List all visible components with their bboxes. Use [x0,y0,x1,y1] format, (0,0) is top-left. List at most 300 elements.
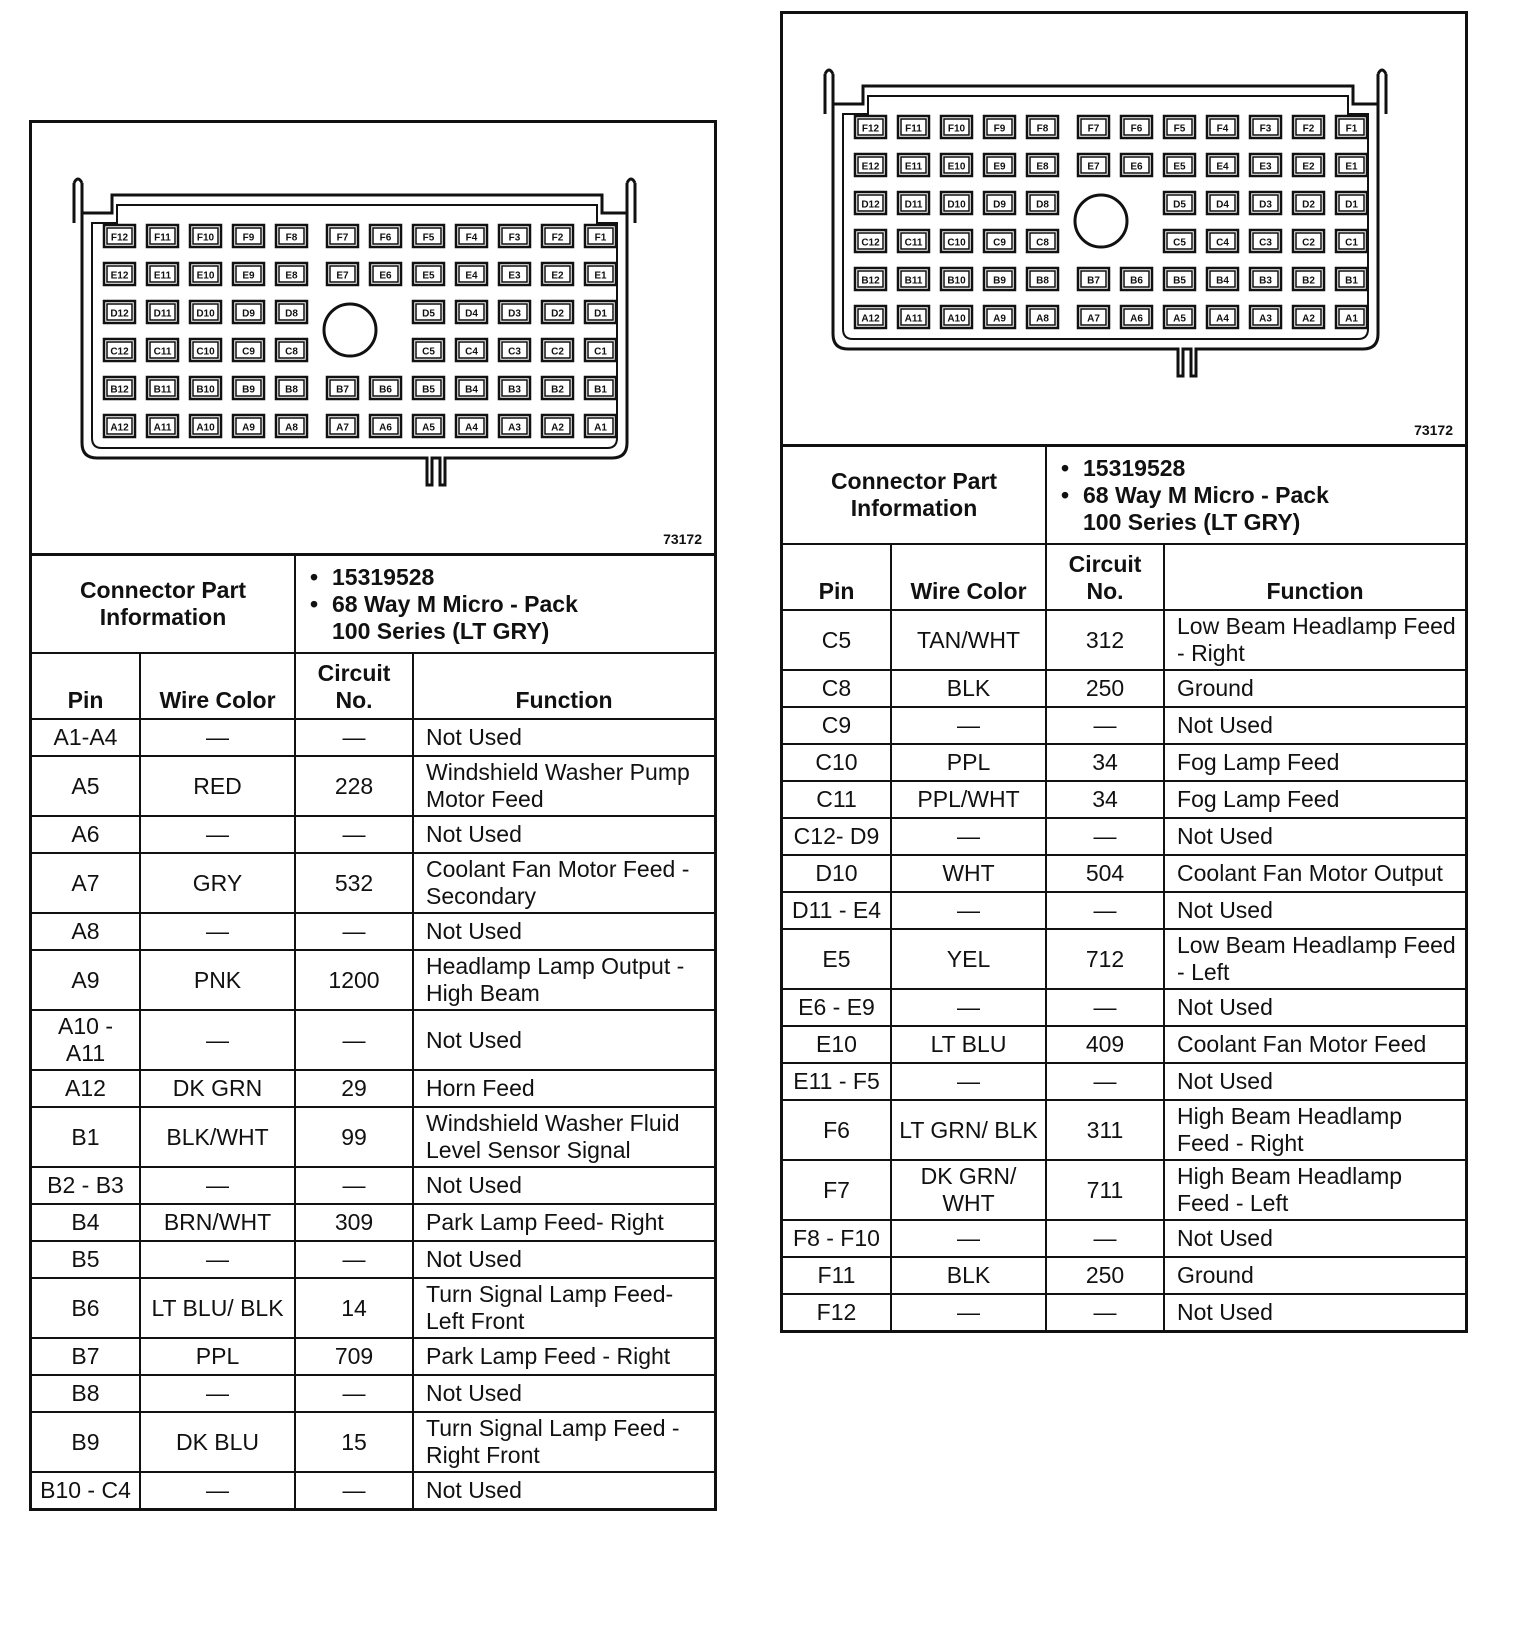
pin-label: E12 [110,270,129,282]
function-cell: Turn Signal Lamp Feed-Left Front [413,1278,714,1338]
table-row [32,1241,714,1278]
pin-label: A1 [594,422,607,434]
pin-cell: A7 [32,853,140,913]
pin-cavity [1164,154,1195,176]
connector-info-table [783,447,1465,1330]
pin-cell: C5 [783,610,891,670]
pin-label: F9 [242,232,255,244]
pin-cavity [984,192,1015,214]
wire-color-cell: PNK [140,950,295,1010]
pin-label: D2 [1302,199,1315,211]
table-row [783,744,1465,781]
pin-label: D4 [465,308,478,320]
pin-label: C9 [242,346,255,358]
wire-color-cell: — [140,1472,295,1508]
pin-label: E7 [336,270,349,282]
circuit-cell: 312 [1046,610,1164,670]
circuit-cell: 34 [1046,781,1164,818]
function-cell: Coolant Fan Motor Output [1164,855,1465,892]
pin-label: F1 [594,232,607,244]
pin-cell: C11 [783,781,891,818]
pin-label: E2 [1302,161,1315,173]
pin-cavity [190,415,221,437]
wire-color-cell: LT BLU [891,1026,1046,1063]
wire-color-cell: WHT [891,855,1046,892]
circuit-cell: 1200 [295,950,413,1010]
pin-cavity [413,415,444,437]
pin-cell: E11 - F5 [783,1063,891,1100]
circuit-cell: 711 [1046,1160,1164,1220]
pin-label: B11 [153,384,172,396]
pin-label: E4 [1216,161,1229,173]
pin-cavity [542,339,573,361]
circuit-cell: — [1046,989,1164,1026]
pin-label: F12 [110,232,129,244]
table-row [32,1278,714,1338]
pin-cavity [276,301,307,323]
pin-cavity [898,268,929,290]
circuit-cell: 34 [1046,744,1164,781]
pin-cell: B1 [32,1107,140,1167]
pin-cavity [1207,268,1238,290]
pin-cavity [327,225,358,247]
pin-cavity [1027,268,1058,290]
pin-cavity [585,415,616,437]
pin-label: B8 [1036,275,1049,287]
wire-color-cell: DK GRN/ WHT [891,1160,1046,1220]
pin-label: A1 [1345,313,1358,325]
pin-cavity [1078,306,1109,328]
pin-label: D8 [285,308,298,320]
pin-cell: B2 - B3 [32,1167,140,1204]
connector-face-drawing [783,14,1465,444]
pin-cavity [233,225,264,247]
table-row [783,1257,1465,1294]
function-cell: Not Used [413,1375,714,1412]
pin-cavity [542,377,573,399]
pin-cavity [1250,154,1281,176]
table-row [783,1160,1465,1220]
pin-cavity [1293,268,1324,290]
pin-cavity [147,263,178,285]
pin-cell: C10 [783,744,891,781]
figure-number: 73172 [663,531,702,547]
function-cell: Park Lamp Feed - Right [413,1338,714,1375]
pin-cell: C12- D9 [783,818,891,855]
wire-color-cell: DK BLU [140,1412,295,1472]
pin-label: C12 [861,237,880,249]
pin-label: B4 [1216,275,1229,287]
circuit-cell: — [1046,1063,1164,1100]
pin-label: D9 [993,199,1006,211]
pin-cavity [370,415,401,437]
pin-label: E11 [904,161,923,173]
pin-cavity [1027,116,1058,138]
pin-cavity [984,306,1015,328]
pin-cavity [190,377,221,399]
function-cell: Not Used [413,1167,714,1204]
table-header-row [32,653,714,719]
pin-label: C12 [110,346,129,358]
pin-label: F4 [465,232,478,244]
table-row [32,1338,714,1375]
pin-cavity [1027,230,1058,252]
circuit-cell: 29 [295,1070,413,1107]
pin-cavity [855,154,886,176]
table-row [783,670,1465,707]
header-function: Function [1164,544,1465,610]
pin-label: E1 [1345,161,1358,173]
pin-label: F12 [861,123,880,135]
pin-cavity [233,339,264,361]
pin-label: B1 [1345,275,1358,287]
pin-cell: B9 [32,1412,140,1472]
pin-label: E8 [1036,161,1049,173]
pin-cavity [1121,116,1152,138]
wire-color-cell: — [140,1167,295,1204]
function-cell: Not Used [413,719,714,756]
pin-label: A5 [422,422,435,434]
pin-cavity [147,415,178,437]
pin-label: F7 [1087,123,1100,135]
pin-label: C10 [196,346,215,358]
key-circle [1075,195,1127,247]
pin-label: F5 [1173,123,1186,135]
pin-label: B6 [1130,275,1143,287]
wire-color-cell: LT GRN/ BLK [891,1100,1046,1160]
connector-face-drawing [32,123,714,553]
pin-label: D10 [947,199,966,211]
pin-cavity [898,306,929,328]
pin-cavity [855,306,886,328]
connector-panel-right [780,11,1468,1333]
table-row [32,1412,714,1472]
connector-info-label: Connector Part Information [32,556,295,653]
circuit-cell: — [1046,1294,1164,1330]
pin-cavity [585,339,616,361]
pin-label: F3 [508,232,521,244]
pin-cavity [1027,306,1058,328]
function-cell: Windshield Washer Pump Motor Feed [413,756,714,816]
pin-cavity [370,263,401,285]
pin-label: E3 [508,270,521,282]
function-cell: Fog Lamp Feed [1164,744,1465,781]
function-cell: Not Used [413,816,714,853]
pin-cavity [898,192,929,214]
wire-color-cell: BLK/WHT [140,1107,295,1167]
function-cell: Windshield Washer Fluid Level Sensor Signal [413,1107,714,1167]
pin-cavity [855,230,886,252]
pin-label: F10 [947,123,966,135]
pin-label: D10 [196,308,215,320]
pin-label: D12 [110,308,129,320]
pin-cell: A9 [32,950,140,1010]
table-row [32,913,714,950]
pin-cavity [855,192,886,214]
pin-label: C8 [285,346,298,358]
pin-label: D9 [242,308,255,320]
table-row [32,756,714,816]
pin-cavity [1121,268,1152,290]
circuit-cell: — [295,1010,413,1070]
wire-color-cell: — [140,1375,295,1412]
table-row [783,1220,1465,1257]
pin-cavity [941,192,972,214]
table-row [783,1063,1465,1100]
circuit-cell: — [295,913,413,950]
pin-label: C8 [1036,237,1049,249]
connector-description-line2: 100 Series (LT GRY) [332,617,550,644]
table-row [32,1107,714,1167]
pin-cavity [456,415,487,437]
pin-cavity [233,415,264,437]
pin-cavity [542,415,573,437]
pin-label: B5 [422,384,435,396]
pin-cavity [1293,230,1324,252]
pin-cavity [499,225,530,247]
pin-cavity [1078,268,1109,290]
pin-cavity [941,154,972,176]
pin-cavity [327,263,358,285]
pin-cavity [1250,306,1281,328]
wire-color-cell: — [891,1063,1046,1100]
pin-cavity [1164,306,1195,328]
pin-label: A11 [153,422,172,434]
function-cell: Horn Feed [413,1070,714,1107]
table-row [783,707,1465,744]
circuit-cell: — [295,816,413,853]
pin-cavity [1164,268,1195,290]
pin-cavity [499,339,530,361]
table-row [783,989,1465,1026]
wire-color-cell: — [140,816,295,853]
pin-label: B10 [196,384,215,396]
pin-cell: B4 [32,1204,140,1241]
pin-label: A12 [861,313,880,325]
header-circuit: Circuit No. [295,653,413,719]
pin-cell: F11 [783,1257,891,1294]
pin-cavity [413,301,444,323]
pin-cavity [1207,306,1238,328]
circuit-cell: 409 [1046,1026,1164,1063]
pin-cavity [898,230,929,252]
table-row [783,892,1465,929]
pin-label: E9 [242,270,255,282]
pin-label: E3 [1259,161,1272,173]
connector-panel-left [29,120,717,1511]
pin-label: D8 [1036,199,1049,211]
pin-label: D3 [508,308,521,320]
function-cell: Not Used [1164,1220,1465,1257]
pin-label: E12 [861,161,880,173]
pin-cavity [233,377,264,399]
pin-cavity [542,225,573,247]
pin-cavity [456,225,487,247]
table-row [783,1026,1465,1063]
table-row [32,1375,714,1412]
connector-info-values [1046,447,1465,544]
pin-cavity [276,415,307,437]
pin-cavity [413,263,444,285]
function-cell: Not Used [1164,989,1465,1026]
pin-cavity [855,116,886,138]
wire-color-cell: PPL [891,744,1046,781]
wire-color-cell: — [891,818,1046,855]
pin-label: B7 [1087,275,1100,287]
header-function: Function [413,653,714,719]
function-cell: Not Used [1164,892,1465,929]
pin-cavity [1207,192,1238,214]
table-row [783,818,1465,855]
pin-cavity [327,415,358,437]
pin-label: E10 [947,161,966,173]
pin-cavity [456,339,487,361]
pin-label: A3 [1259,313,1272,325]
pin-cell: A6 [32,816,140,853]
pin-cavity [585,263,616,285]
pin-cavity [233,301,264,323]
pin-cell: D10 [783,855,891,892]
pin-label: B11 [904,275,923,287]
pin-label: F2 [551,232,564,244]
pin-label: A7 [1087,313,1100,325]
pin-label: A6 [1130,313,1143,325]
circuit-cell: — [295,1241,413,1278]
pin-cavity [898,116,929,138]
table-row [32,950,714,1010]
pin-cavity [542,301,573,323]
function-cell: Not Used [413,1010,714,1070]
circuit-cell: — [1046,818,1164,855]
circuit-cell: 14 [295,1278,413,1338]
function-cell: High Beam Headlamp Feed - Left [1164,1160,1465,1220]
pin-cavity [1250,268,1281,290]
pin-cavity [499,301,530,323]
pin-label: A4 [465,422,478,434]
function-cell: Ground [1164,1257,1465,1294]
pin-cavity [190,225,221,247]
wire-color-cell: — [140,913,295,950]
pin-label: B3 [1259,275,1272,287]
connector-diagram [783,14,1465,447]
pin-label: C1 [1345,237,1358,249]
pin-label: D11 [904,199,923,211]
function-cell: Not Used [1164,707,1465,744]
pin-label: D12 [861,199,880,211]
header-wire-color: Wire Color [891,544,1046,610]
pin-cavity [1207,230,1238,252]
pin-table-body [783,610,1465,1330]
pin-label: D3 [1259,199,1272,211]
pin-cavity [456,263,487,285]
table-row [32,853,714,913]
pin-cavity [190,263,221,285]
pin-label: D2 [551,308,564,320]
pin-label: B12 [110,384,129,396]
pin-cavity [898,154,929,176]
pin-cavity [1078,116,1109,138]
pin-cavity [147,301,178,323]
table-row [783,781,1465,818]
pin-label: C10 [947,237,966,249]
pin-cavity [941,268,972,290]
pin-label: D5 [1173,199,1186,211]
table-header-row [783,544,1465,610]
pin-label: E11 [153,270,172,282]
pin-cavity [1027,154,1058,176]
circuit-cell: — [1046,1220,1164,1257]
pin-cell: A10 - A11 [32,1010,140,1070]
function-cell: Turn Signal Lamp Feed - Right Front [413,1412,714,1472]
pin-label: F9 [993,123,1006,135]
function-cell: Not Used [1164,1063,1465,1100]
pin-label: C5 [1173,237,1186,249]
wire-color-cell: — [891,989,1046,1026]
pin-cavity [327,377,358,399]
pin-cell: E10 [783,1026,891,1063]
pin-label: D1 [1345,199,1358,211]
table-row [32,1167,714,1204]
pin-cavity [1164,230,1195,252]
pin-label: B1 [594,384,607,396]
pin-label: B9 [993,275,1006,287]
pin-label: E2 [551,270,564,282]
pin-cavity [1250,116,1281,138]
pin-cavity [941,306,972,328]
pin-cavity [413,225,444,247]
pin-label: F8 [285,232,298,244]
pin-cavity [456,301,487,323]
wire-color-cell: — [891,892,1046,929]
pin-label: E6 [379,270,392,282]
pin-cell: B6 [32,1278,140,1338]
function-cell: Not Used [1164,1294,1465,1330]
pin-cavity [1336,268,1367,290]
wire-color-cell: TAN/WHT [891,610,1046,670]
figure-number: 73172 [1414,422,1453,438]
connector-description-line1: • 68 Way M Micro - Pack [332,591,708,618]
pin-label: E9 [993,161,1006,173]
pin-label: E1 [594,270,607,282]
function-cell: Not Used [413,1241,714,1278]
pin-cavity [499,263,530,285]
pin-cavity [147,225,178,247]
pin-cavity [1207,154,1238,176]
circuit-cell: 99 [295,1107,413,1167]
pin-label: A8 [285,422,298,434]
circuit-cell: — [1046,707,1164,744]
pin-cavity [147,339,178,361]
pin-label: B4 [465,384,478,396]
pin-cavity [1336,154,1367,176]
pin-label: F11 [154,232,171,244]
header-pin: Pin [32,653,140,719]
pin-label: E5 [422,270,435,282]
pin-label: E6 [1130,161,1143,173]
pin-label: C2 [1302,237,1315,249]
wire-color-cell: BLK [891,1257,1046,1294]
circuit-cell: — [295,1167,413,1204]
table-row [32,816,714,853]
pin-label: A2 [551,422,564,434]
table-row [783,610,1465,670]
table-row [32,1204,714,1241]
table-row [32,1472,714,1508]
pin-label: F4 [1216,123,1229,135]
pin-label: A5 [1173,313,1186,325]
function-cell: Low Beam Headlamp Feed - Right [1164,610,1465,670]
pin-cell: A12 [32,1070,140,1107]
